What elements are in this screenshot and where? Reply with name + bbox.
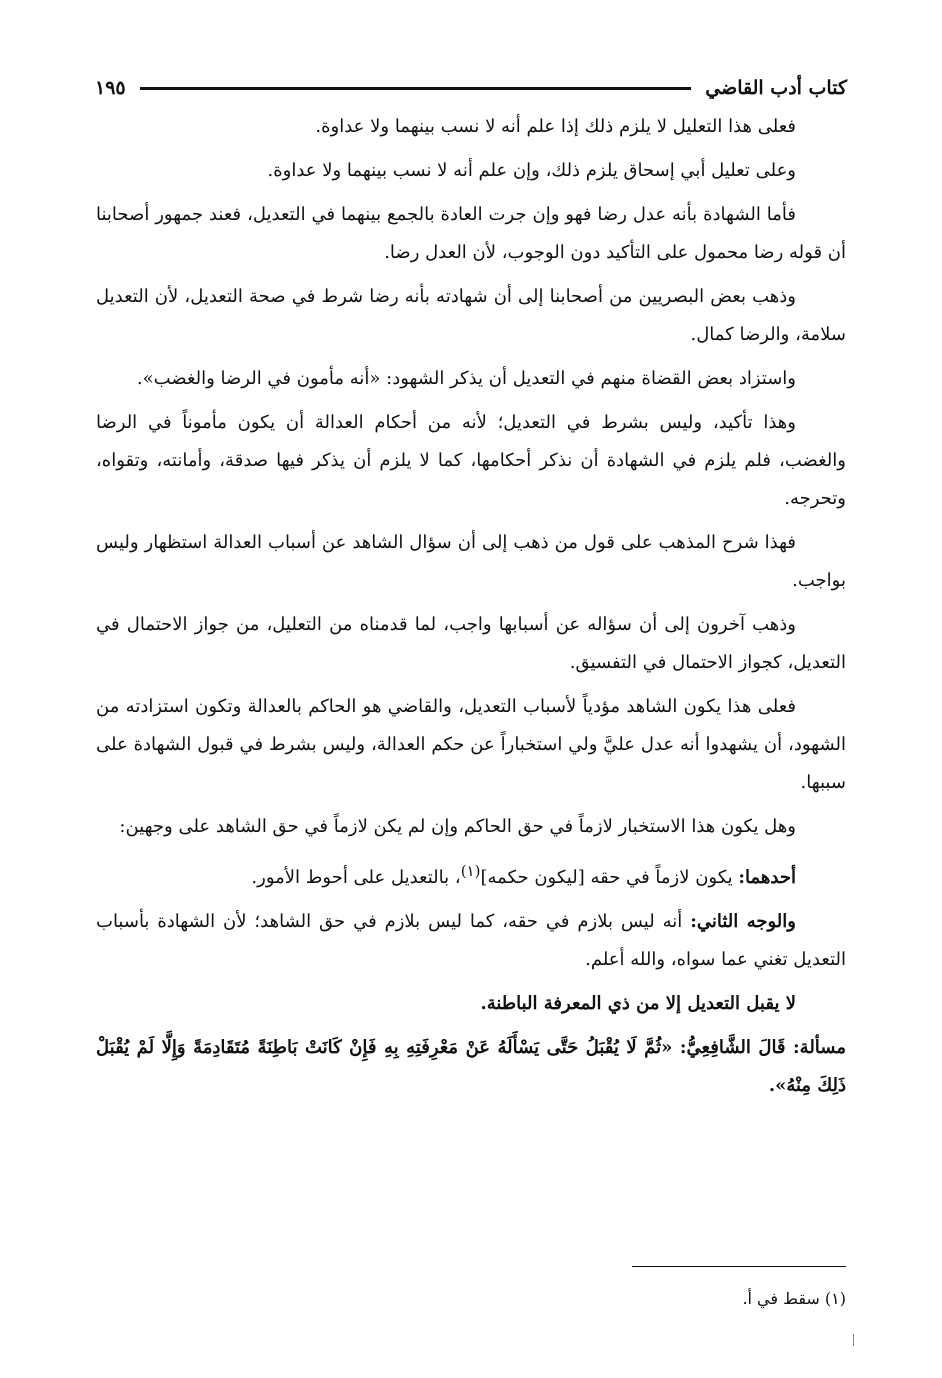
paragraph: وهل يكون هذا الاستخبار لازماً في حق الحاكم وإن لم يكن لازماً في حق الشاهد على وجهين:	[119, 816, 796, 837]
first-opinion	[96, 852, 846, 897]
page-number: ١٩٥	[95, 77, 126, 99]
main-text	[96, 108, 846, 1111]
first-opinion-text-end: ، بالتعديل على أحوط الأمور.	[251, 867, 461, 888]
running-header	[95, 70, 847, 106]
mas-ala-label: مسألة: قَالَ الشَّافِعِيُّ:	[679, 1037, 846, 1058]
mas-ala-paragraph	[96, 1029, 846, 1105]
footnote	[500, 1284, 846, 1314]
paragraph: فهذا شرح المذهب على قول من ذهب إلى أن سؤال الشاهد عن أسباب العدالة استظهار وليس بواجب.	[96, 532, 846, 591]
paragraph: فأما الشهادة بأنه عدل رضا فهو وإن جرت العادة بالجمع بينهما في التعديل، فعند جمهور أصحابنا أن قوله رضا محمول على التأكيد دون الوجوب، لأن العدل رضا.	[96, 204, 846, 263]
second-opinion	[96, 903, 846, 979]
paragraph: وهذا تأكيد، وليس بشرط في التعديل؛ لأنه من أحكام العدالة أن يكون مأموناً في الرضا والغضب، فلم يلزم في الشهادة أن نذكر أحكامها، كما لا يلزم أن يذكر فيها صدقة، وأمانته، وتقواه، وتحرجه.	[96, 412, 846, 509]
paragraph: وعلى تعليل أبي إسحاق يلزم ذلك، وإن علم أنه لا نسب بينهما ولا عداوة.	[267, 160, 796, 181]
shafii-quote: «ثُمَّ لَا يُقْبَلُ حَتَّى يَسْأَلَهُ عَنْ مَعْرِفَتِهِ بِهِ فَإِنْ كَانَتْ بَاطِنَةً مُتَقَادِمَةً وَإِلَّا لَمْ يُقْبَلْ ذَلِكَ مِنْهُ».	[96, 1037, 846, 1096]
first-opinion-label: أحدهما:	[738, 867, 796, 888]
first-opinion-text: يكون لازماً في حقه [ليكون حكمه]	[480, 867, 739, 888]
header-rule	[140, 87, 692, 90]
scan-mark	[853, 1334, 854, 1346]
paragraph: وذهب بعض البصريين من أصحابنا إلى أن شهادته بأنه رضا شرط في صحة التعديل، لأن التعديل سلامة، والرضا كمال.	[96, 286, 846, 345]
footnote-number: (١)	[824, 1289, 846, 1308]
book-title: كتاب أدب القاضي	[705, 77, 847, 99]
paragraph: فعلى هذا التعليل لا يلزم ذلك إذا علم أنه لا نسب بينهما ولا عداوة.	[315, 116, 796, 137]
footnote-separator	[632, 1266, 846, 1267]
footnote-text: سقط في أ.	[742, 1289, 820, 1308]
section-heading: لا يقبل التعديل إلا من ذي المعرفة الباطنة.	[480, 993, 796, 1014]
second-opinion-label: والوجه الثاني:	[690, 911, 796, 932]
paragraph: واستزاد بعض القضاة منهم في التعديل أن يذكر الشهود: «أنه مأمون في الرضا والغضب».	[136, 368, 796, 389]
paragraph: وذهب آخرون إلى أن سؤاله عن أسبابها واجب، لما قدمناه من التعليل، من جواز الاحتمال في التعديل، كجواز الاحتمال في التفسيق.	[96, 614, 846, 673]
footnote-ref[interactable]: (١)	[460, 862, 481, 880]
paragraph: فعلى هذا يكون الشاهد مؤدياً لأسباب التعديل، والقاضي هو الحاكم بالعدالة وتكون استزادته من الشهود، أن يشهدوا أنه عدل عليَّ ولي استخباراً عن حكم العدالة، وليس بشرط في قبول الشهادة على سببها.	[96, 696, 846, 793]
second-opinion-text: أنه ليس بلازم في حقه، كما ليس بلازم في حق الشاهد؛ لأن الشهادة بأسباب التعديل تغني عما سواه، والله أعلم.	[96, 911, 846, 970]
